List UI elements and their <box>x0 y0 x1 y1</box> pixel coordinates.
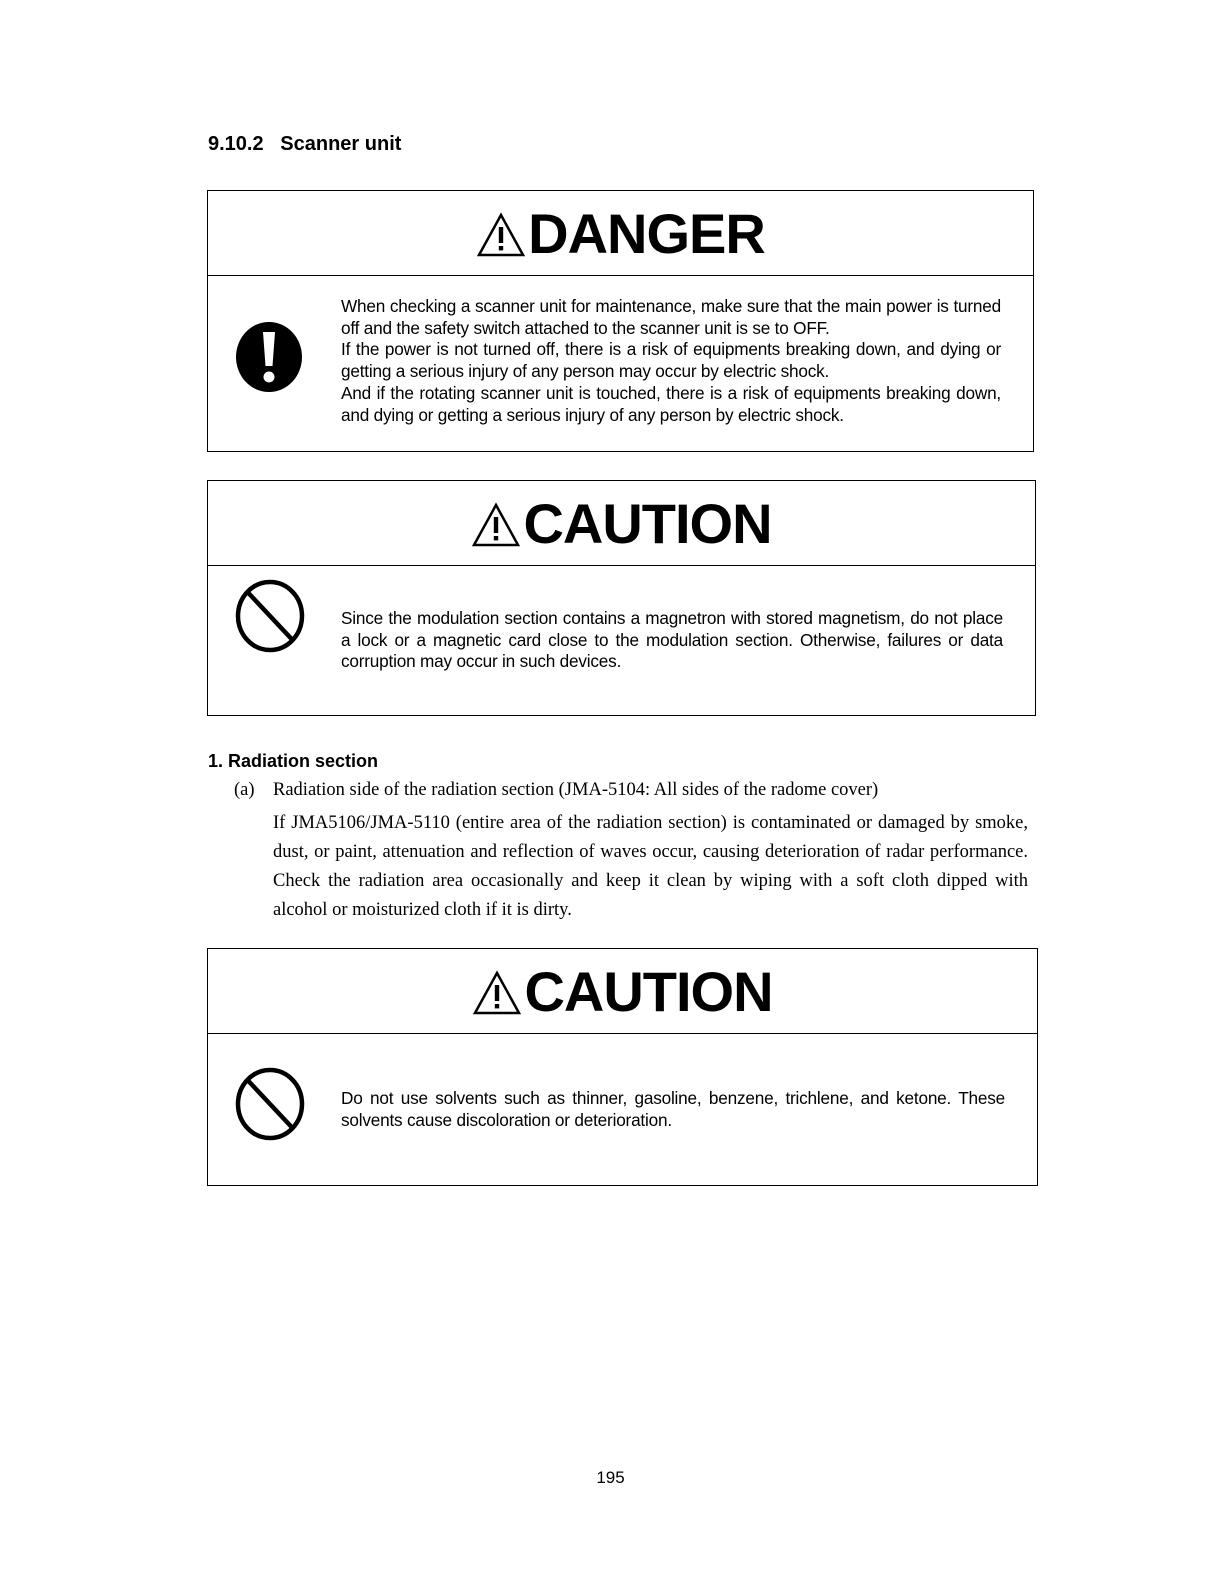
caution-title <box>472 959 772 1024</box>
danger-title-text: DANGER <box>528 201 765 265</box>
caution-text <box>341 1088 1005 1131</box>
warning-triangle-icon <box>471 502 521 548</box>
danger-title <box>476 201 765 266</box>
caution-text <box>341 608 1003 673</box>
prohibition-icon <box>234 1066 306 1142</box>
caution-box-header <box>208 949 1037 1034</box>
danger-text <box>341 296 1001 426</box>
caution-title <box>471 491 771 556</box>
danger-box <box>207 190 1034 452</box>
section-heading: 9.10.2 Scanner unit <box>208 133 402 155</box>
danger-paragraph: When checking a scanner unit for maintenance, make sure that the main power is turned off and the safety switch attached to the scanner unit is se to OFF. <box>341 296 1001 338</box>
caution-box-modulation <box>207 480 1036 716</box>
danger-paragraph: And if the rotating scanner unit is touched, there is a risk of equipments breaking down, and dying or getting a serious injury of any person by electric shock. <box>341 382 1001 425</box>
item-body: If JMA5106/JMA-5110 (entire area of the radiation section) is contaminated or damaged by smoke, dust, or paint, attenuation and reflection of waves occur, causing deterioration of radar performance. Check the radiation area occasionally and keep it clean by wiping with a soft cloth dipped with alcohol or moisturized cloth if it is dirty. <box>273 813 1028 920</box>
caution-box-header <box>208 481 1035 566</box>
warning-triangle-icon <box>476 212 526 258</box>
danger-paragraph: If the power is not turned off, there is a risk of equipments breaking down, and dying or getting a serious injury of any person may occur by electric shock. <box>341 339 1001 382</box>
item-title: Radiation side of the radiation section (JMA-5104: All sides of the radome cover) <box>273 780 879 800</box>
exclamation-circle-icon <box>234 320 304 394</box>
item-label: (a) <box>234 780 255 800</box>
caution-paragraph: Since the modulation section contains a magnetron with stored magnetism, do not place a lock or a magnetic card close to the modulation section. Otherwise, failures or data corruption may occur in such devices. <box>341 608 1003 672</box>
caution-paragraph: Do not use solvents such as thinner, gasoline, benzene, trichlene, and ketone. These solvents cause discoloration or deterioration. <box>341 1088 1005 1130</box>
caution-title-text: CAUTION <box>523 491 772 555</box>
caution-box-solvents <box>207 948 1038 1186</box>
radiation-section-heading: 1. Radiation section <box>208 751 379 771</box>
caution-title-text: CAUTION <box>524 959 773 1023</box>
warning-triangle-icon <box>472 970 522 1016</box>
prohibition-icon <box>234 578 306 654</box>
page-number: 195 <box>596 1468 625 1487</box>
danger-box-header <box>208 191 1033 276</box>
